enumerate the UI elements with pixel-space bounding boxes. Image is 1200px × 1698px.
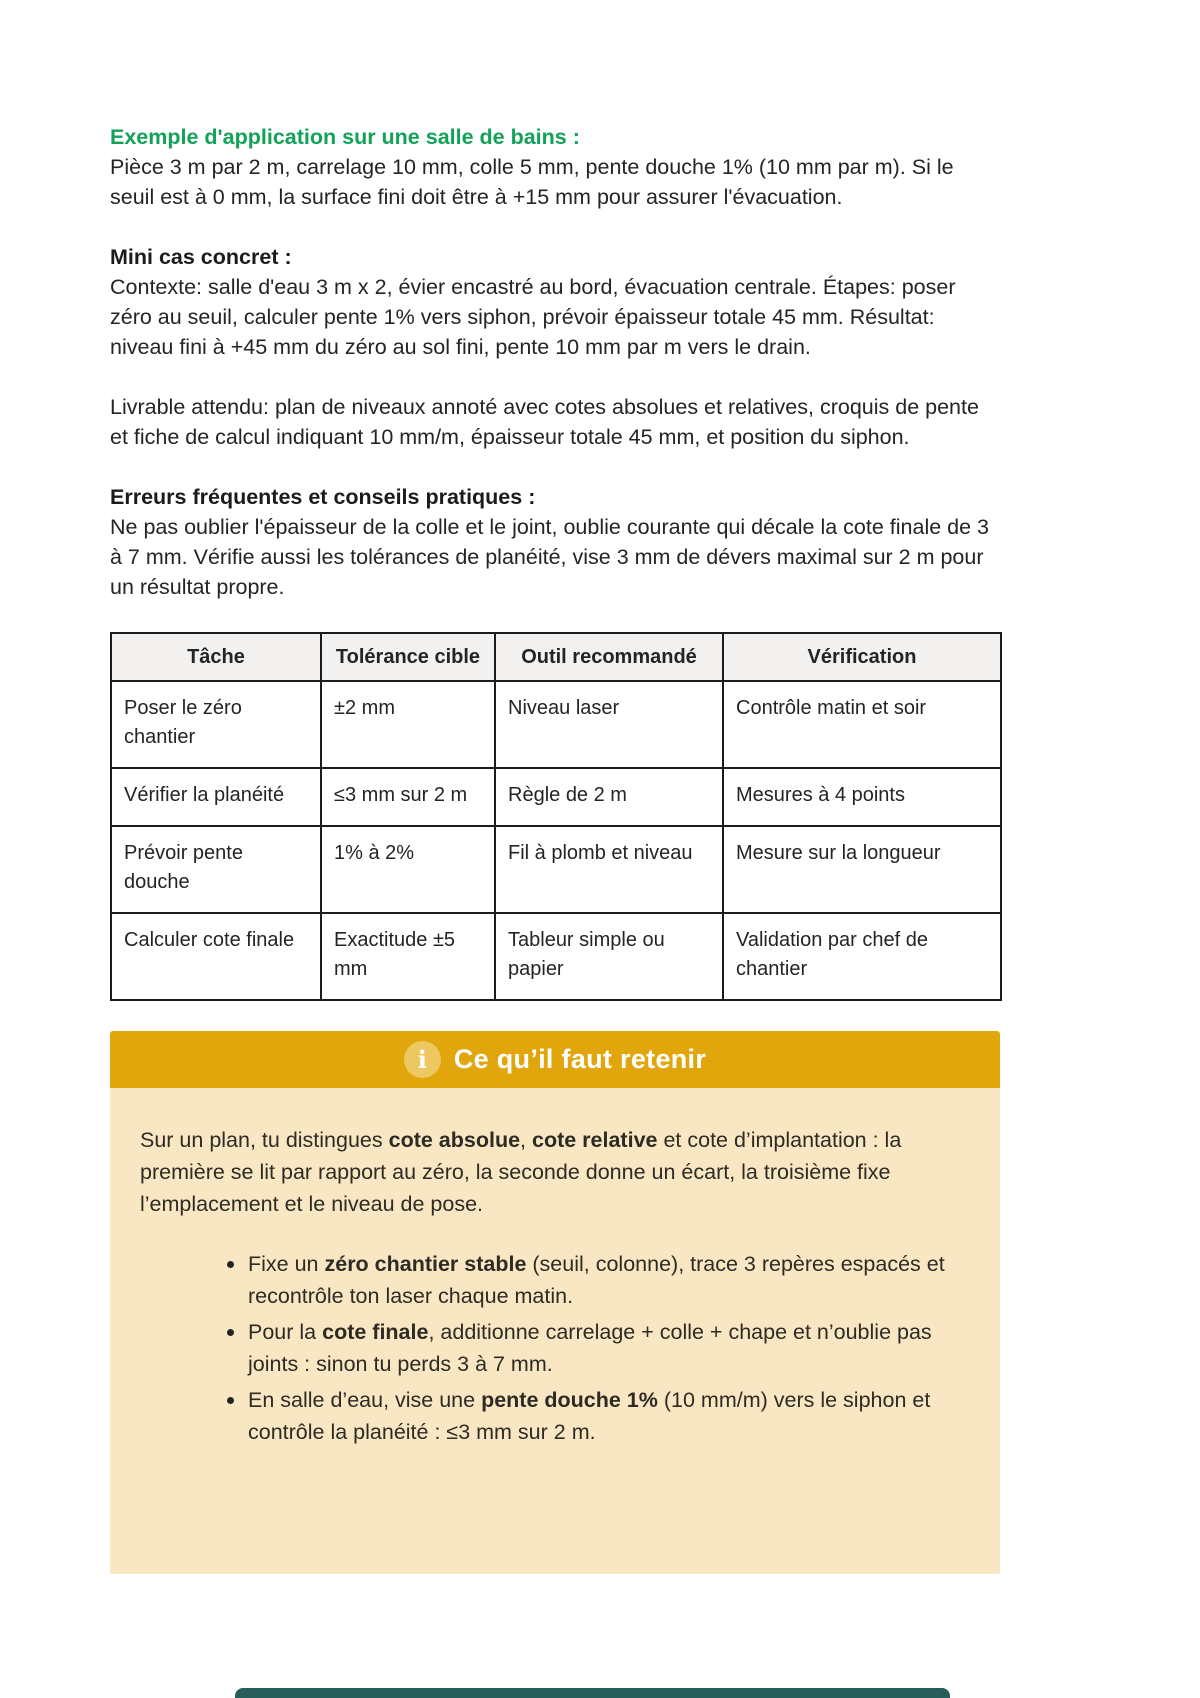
- table-cell: 1% à 2%: [321, 826, 495, 913]
- bold-text: zéro chantier stable: [324, 1252, 527, 1276]
- callout-bullet-item: [225, 1384, 970, 1448]
- table-cell: Poser le zéro chantier: [111, 681, 321, 768]
- table-cell: Calculer cote finale: [111, 913, 321, 1000]
- table-cell: Niveau laser: [495, 681, 723, 768]
- text: Fixe un: [248, 1252, 325, 1276]
- table-header-cell: Tolérance cible: [321, 633, 495, 681]
- text: ,: [520, 1128, 532, 1152]
- callout-body: [110, 1088, 1000, 1574]
- mini-case-body: Contexte: salle d'eau 3 m x 2, évier encastré au bord, évacuation centrale. Étapes: poser zéro au seuil, calculer pente 1% vers siphon, prévoir épaisseur totale 45 mm. Résultat: niveau fini à +45 mm du zéro au sol fini, pente 10 mm par m vers le drain.: [110, 275, 956, 359]
- bold-text: cote absolue: [388, 1128, 521, 1152]
- callout-bullet-item: [225, 1248, 970, 1312]
- table-row: [111, 913, 1001, 1000]
- key-takeaways-callout: [110, 1031, 1000, 1574]
- table-cell: Vérifier la planéité: [111, 768, 321, 826]
- callout-bullet-list: [140, 1248, 970, 1448]
- table-cell: Fil à plomb et niveau: [495, 826, 723, 913]
- callout-title: Ce qu’il faut retenir: [453, 1044, 707, 1074]
- example-heading: Exemple d'application sur une salle de bains :: [110, 125, 580, 149]
- table-header-cell: Vérification: [723, 633, 1001, 681]
- text: (seuil, colonne), trace 3 repères espacés et recontrôle ton laser chaque matin.: [248, 1252, 945, 1308]
- table-cell: ≤3 mm sur 2 m: [321, 768, 495, 826]
- bold-text: cote relative: [532, 1128, 658, 1152]
- text: (10 mm/m) vers le siphon et contrôle la planéité : ≤3 mm sur 2 m.: [248, 1388, 931, 1444]
- table-cell: Exactitude ±5 mm: [321, 913, 495, 1000]
- bold-text: pente douche 1%: [481, 1388, 658, 1412]
- bold-text: cote finale: [322, 1320, 429, 1344]
- document-content: [110, 122, 1000, 1574]
- next-section-bar: [235, 1688, 950, 1698]
- table-row: [111, 768, 1001, 826]
- table-header-row: [111, 633, 1001, 681]
- errors-heading: Erreurs fréquentes et conseils pratiques :: [110, 485, 536, 509]
- text: En salle d’eau, vise une: [248, 1388, 482, 1412]
- info-icon: i: [404, 1041, 441, 1078]
- errors-body: Ne pas oublier l'épaisseur de la colle et le joint, oublie courante qui décale la cote finale de 3 à 7 mm. Vérifie aussi les tolérances de planéité, vise 3 mm de dévers maximal sur 2 m pour un résultat propre.: [110, 515, 990, 599]
- table-cell: Tableur simple ou papier: [495, 913, 723, 1000]
- table-cell: Règle de 2 m: [495, 768, 723, 826]
- table-row: [111, 826, 1001, 913]
- text: et cote d’implantation : la première se lit par rapport au zéro, la seconde donne un écart, la troisième fixe l’emplacement et le niveau de pose.: [140, 1128, 902, 1216]
- table-cell: Prévoir pente douche: [111, 826, 321, 913]
- text: , additionne carrelage + colle + chape et n’oublie pas joints : sinon tu perds 3 à 7 mm.: [248, 1320, 932, 1376]
- table-header-cell: Tâche: [111, 633, 321, 681]
- table-cell: Validation par chef de chantier: [723, 913, 1001, 1000]
- callout-intro: [140, 1124, 970, 1220]
- deliverable-paragraph: Livrable attendu: plan de niveaux annoté avec cotes absolues et relatives, croquis de pente et fiche de calcul indiquant 10 mm/m, épaisseur totale 45 mm, et position du siphon.: [110, 395, 979, 449]
- table-cell: Mesures à 4 points: [723, 768, 1001, 826]
- callout-header: [110, 1031, 1000, 1088]
- tolerance-table: [110, 632, 1002, 1001]
- table-cell: ±2 mm: [321, 681, 495, 768]
- table-cell: Mesure sur la longueur: [723, 826, 1001, 913]
- text: Pour la: [248, 1320, 323, 1344]
- table-header-cell: Outil recommandé: [495, 633, 723, 681]
- text: Sur un plan, tu distingues: [140, 1128, 389, 1152]
- callout-bullet-item: [225, 1316, 970, 1380]
- table-row: [111, 681, 1001, 768]
- mini-case-heading: Mini cas concret :: [110, 245, 292, 269]
- example-body: Pièce 3 m par 2 m, carrelage 10 mm, colle 5 mm, pente douche 1% (10 mm par m). Si le seuil est à 0 mm, la surface fini doit être à +15 mm pour assurer l'évacuation.: [110, 155, 954, 209]
- table-cell: Contrôle matin et soir: [723, 681, 1001, 768]
